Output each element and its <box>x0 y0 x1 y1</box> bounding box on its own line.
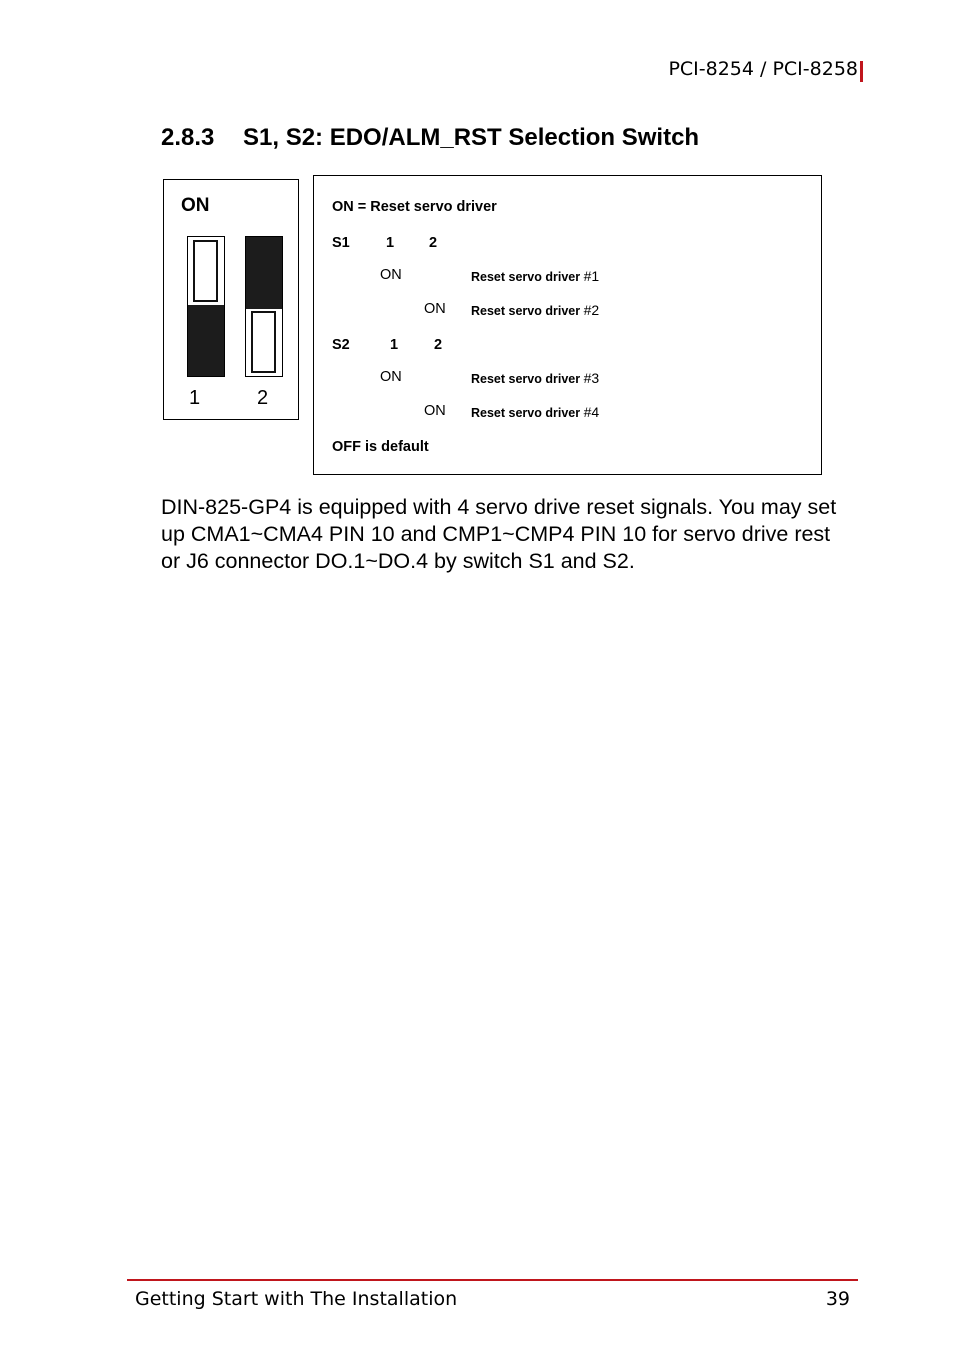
switch-slot-2 <box>245 236 283 377</box>
s2-col2: 2 <box>434 337 443 353</box>
row2-on: ON <box>424 301 446 317</box>
switch-slot-1-fill <box>188 305 224 376</box>
switch-settings-table <box>313 175 822 475</box>
s1-col2: 2 <box>429 235 438 251</box>
row2-desc: Reset servo driver #2 <box>471 302 600 318</box>
row3-on: ON <box>380 369 402 385</box>
dip-switch-figure <box>163 179 299 420</box>
row3-desc: Reset servo driver #3 <box>471 370 600 386</box>
body-paragraph: DIN-825-GP4 is equipped with 4 servo drive reset signals. You may set up CMA1~CMA4 PIN 10 and CMP1~CMP4 PIN 10 for servo drive rest or J6 connector DO.1~DO.4 by switch S1 and S2. <box>161 495 837 573</box>
row4-desc: Reset servo driver #4 <box>471 404 600 420</box>
page-number: 39 <box>825 1288 850 1310</box>
s1-label: S1 <box>332 235 350 251</box>
s2-label: S2 <box>332 337 350 353</box>
row1-on: ON <box>380 267 402 283</box>
row4-on: ON <box>424 403 446 419</box>
table-title: ON = Reset servo driver <box>332 199 497 215</box>
switch-slot-2-fill <box>246 237 282 309</box>
header-accent-bar <box>860 61 863 82</box>
s2-col1: 1 <box>390 337 399 353</box>
switch-number-2: 2 <box>257 387 269 409</box>
footer-chapter: Getting Start with The Installation <box>135 1288 458 1310</box>
switch-on-label: ON <box>181 195 210 216</box>
s1-col1: 1 <box>386 235 395 251</box>
footer-divider <box>127 1279 858 1281</box>
switch-knob-1 <box>193 240 218 302</box>
switch-knob-2 <box>251 311 276 373</box>
switch-number-1: 1 <box>189 387 201 409</box>
section-number: 2.8.3 <box>161 124 215 151</box>
default-note: OFF is default <box>332 439 429 455</box>
running-header: PCI-8254 / PCI-8258 <box>668 58 858 80</box>
row1-desc: Reset servo driver #1 <box>471 268 600 284</box>
section-heading <box>161 124 699 152</box>
section-title: S1, S2: EDO/ALM_RST Selection Switch <box>243 124 700 151</box>
switch-slot-1 <box>187 236 225 377</box>
